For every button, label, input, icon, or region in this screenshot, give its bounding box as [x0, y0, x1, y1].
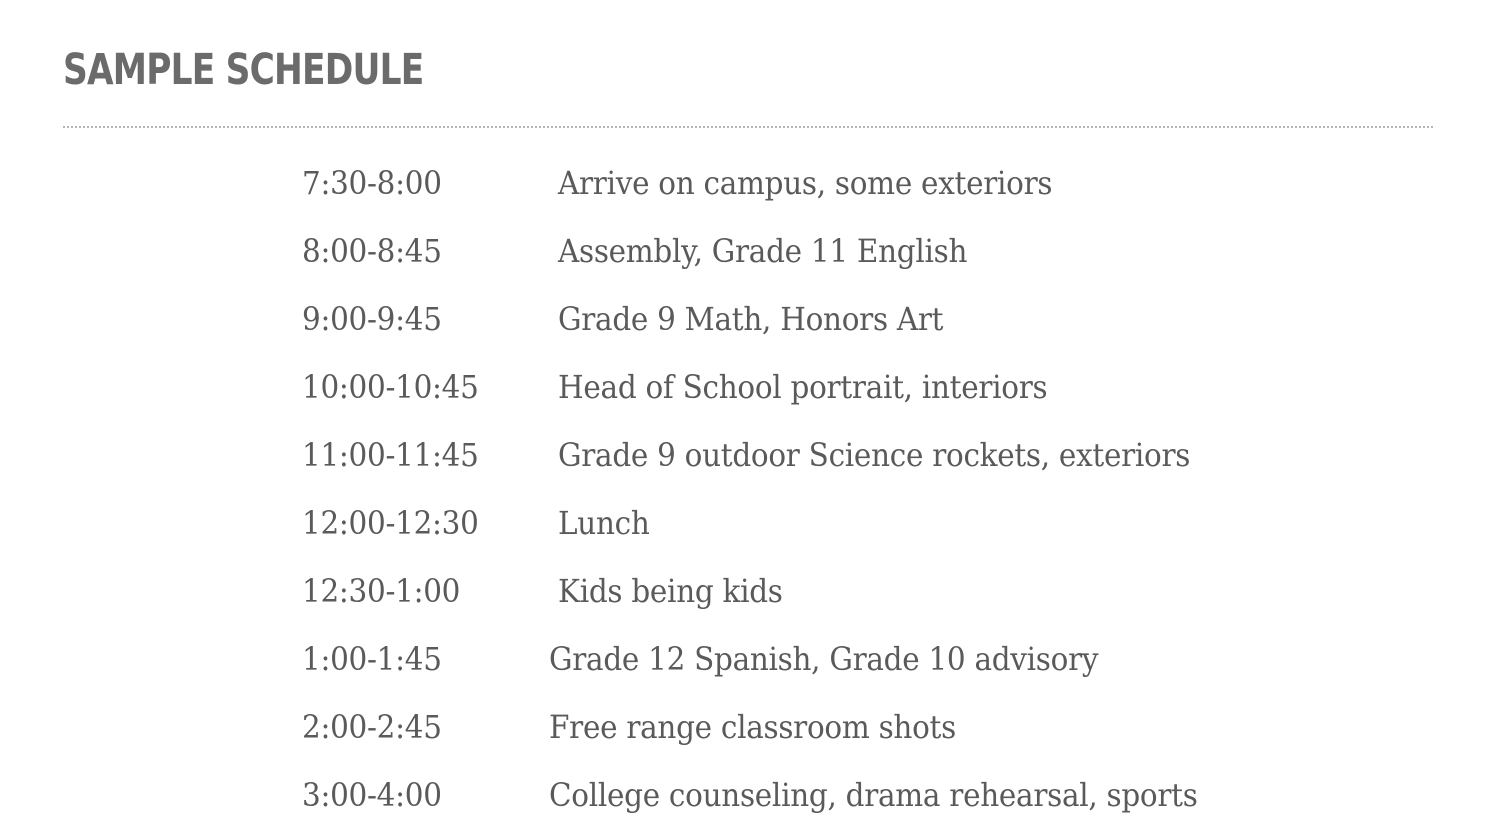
page-title: SAMPLE SCHEDULE — [63, 45, 424, 95]
schedule-row — [0, 773, 1497, 817]
schedule-time: 9:00-9:45 — [302, 300, 442, 338]
schedule-activity: Grade 9 Math, Honors Art — [558, 300, 944, 338]
schedule-activity: Lunch — [558, 504, 650, 542]
schedule-time: 12:00-12:30 — [302, 504, 479, 542]
schedule-row — [0, 569, 1497, 613]
schedule-activity: Arrive on campus, some exteriors — [558, 164, 1053, 202]
schedule-activity: College counseling, drama rehearsal, sports — [549, 776, 1198, 814]
schedule-time: 11:00-11:45 — [302, 436, 479, 474]
schedule-time: 12:30-1:00 — [302, 572, 461, 610]
schedule-activity: Kids being kids — [558, 572, 783, 610]
schedule-row — [0, 297, 1497, 341]
schedule-activity: Free range classroom shots — [549, 708, 956, 746]
schedule-row — [0, 365, 1497, 409]
schedule-row — [0, 433, 1497, 477]
title-divider — [63, 126, 1433, 128]
schedule-row — [0, 637, 1497, 681]
schedule-row — [0, 705, 1497, 749]
schedule-activity: Assembly, Grade 11 English — [558, 232, 968, 270]
schedule-row — [0, 229, 1497, 273]
schedule-time: 2:00-2:45 — [302, 708, 442, 746]
schedule-activity: Grade 9 outdoor Science rockets, exteriors — [558, 436, 1191, 474]
schedule-time: 7:30-8:00 — [302, 164, 442, 202]
schedule-activity: Grade 12 Spanish, Grade 10 advisory — [549, 640, 1099, 678]
schedule-time: 10:00-10:45 — [302, 368, 479, 406]
schedule-time: 8:00-8:45 — [302, 232, 442, 270]
schedule-time: 1:00-1:45 — [302, 640, 442, 678]
schedule-activity: Head of School portrait, interiors — [558, 368, 1048, 406]
schedule-row — [0, 161, 1497, 205]
schedule-row — [0, 501, 1497, 545]
schedule-time: 3:00-4:00 — [302, 776, 442, 814]
